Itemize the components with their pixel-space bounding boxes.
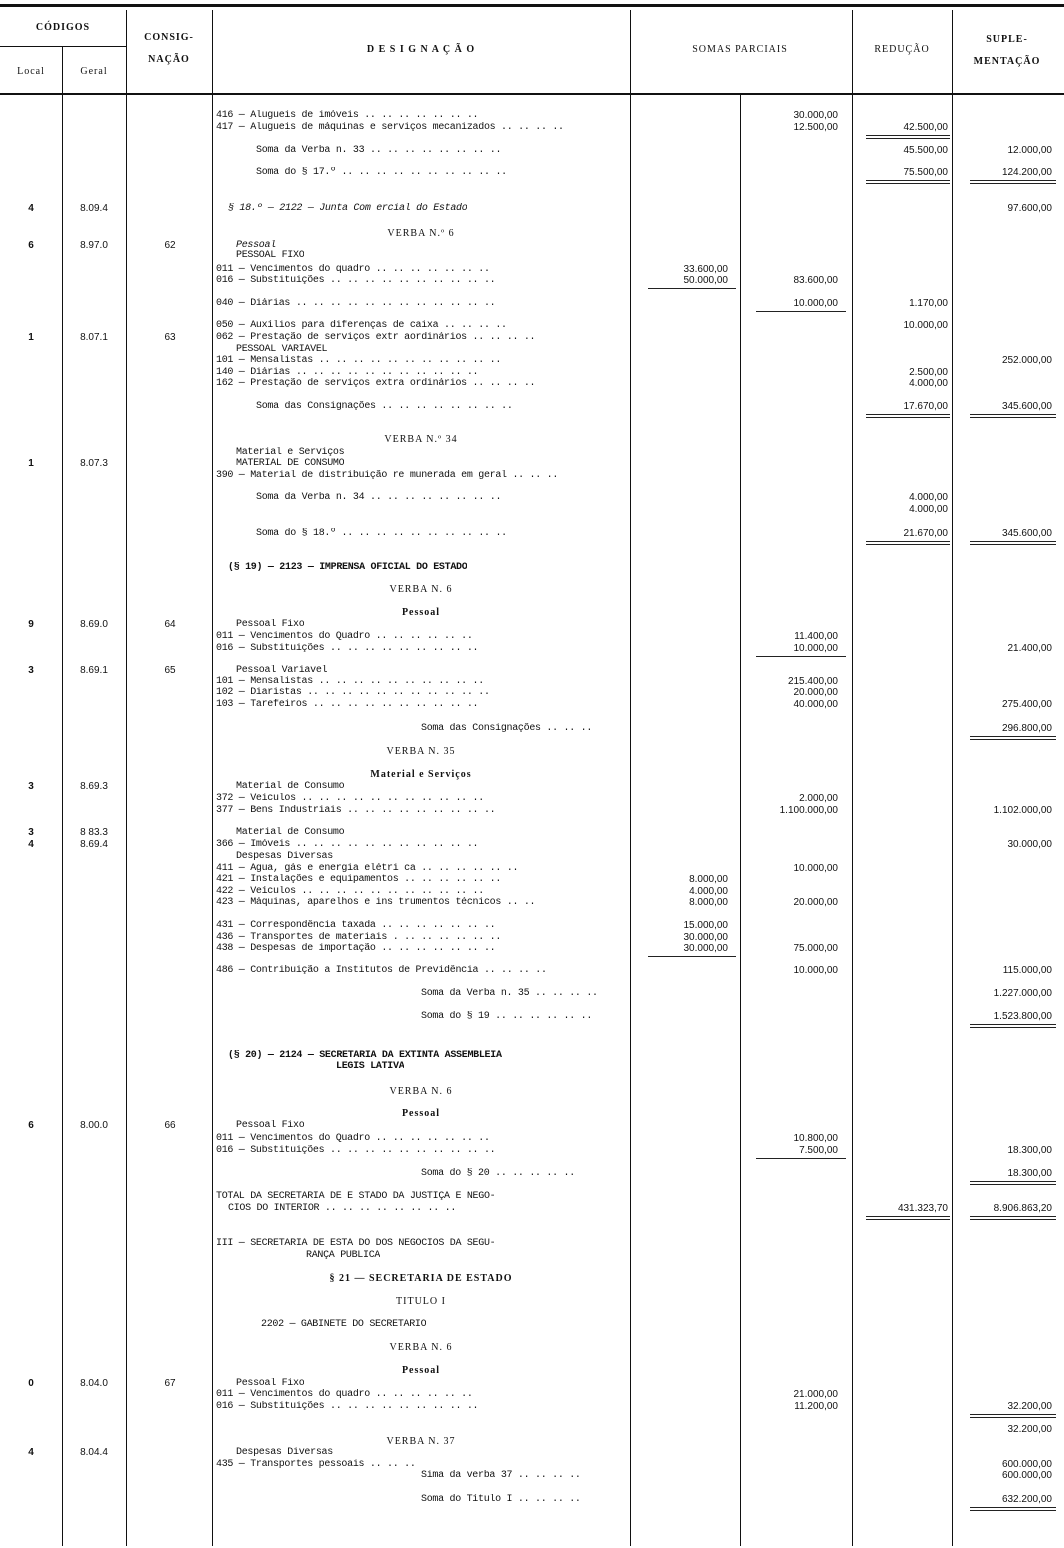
codigos-divider <box>0 46 126 47</box>
row-code-geral: 8.04.4 <box>80 1447 108 1458</box>
underline-suplementacao-2 <box>970 1417 1056 1418</box>
row-designacao: Soma do § 19 .. .. .. .. .. .. <box>421 1011 593 1022</box>
row-soma-parcial-2: 10.000,00 <box>793 863 838 874</box>
row-soma-parcial-2: 30.000,00 <box>793 110 838 121</box>
row-designacao: PESSOAL FIXO <box>236 250 305 261</box>
row-soma-parcial-2: 75.000,00 <box>793 943 838 954</box>
row-designacao: 438 — Despesas de importação .. .. .. .. .. .. .. <box>216 943 496 954</box>
row-designacao: III — SECRETARIA DE ESTA DO DOS NEGÓCIOS DA SEGU- <box>216 1238 496 1249</box>
header-geral: Geral <box>80 66 108 77</box>
header-suplementacao-2: MENTAÇÃO <box>973 56 1041 67</box>
row-reducao: 431.323,70 <box>897 1203 948 1214</box>
col-rule-consignacao <box>212 10 213 1546</box>
row-designacao: 016 — Substituições .. .. .. .. .. .. .. .. .. <box>216 643 479 654</box>
row-code-local: 6 <box>28 240 34 251</box>
row-soma-parcial-2: 10.000,00 <box>793 965 838 976</box>
row-designacao: 436 — Transportes de materiais . .. .. .. .. .. .. <box>216 932 502 943</box>
header-codigos: CÓDIGOS <box>35 22 91 33</box>
row-suplementacao: 600.000,00 <box>1001 1470 1052 1481</box>
underline-reducao <box>866 541 950 542</box>
row-designacao: TITULO I <box>396 1296 446 1307</box>
row-suplementacao: 12.000,00 <box>1007 145 1052 156</box>
row-designacao: VERBA N. 6 <box>389 1086 453 1097</box>
row-designacao: 101 — Mensalistas .. .. .. .. .. .. .. .. .. .. <box>216 676 484 687</box>
row-code-local: 1 <box>28 458 34 469</box>
row-designacao: Soma do § 20 .. .. .. .. .. <box>421 1168 575 1179</box>
row-designacao: 422 — Veículos .. .. .. .. .. .. .. .. .. .. .. <box>216 886 484 897</box>
underline-soma-parcial-2 <box>756 656 846 657</box>
row-designacao: (§ 20) — 2124 — SECRETARIA DA EXTINTA ASSEMBLEIA <box>228 1050 502 1061</box>
underline-suplementacao-2 <box>970 1510 1056 1511</box>
row-reducao: 10.000,00 <box>903 320 948 331</box>
row-designacao: 011 — Vencimentos do Quadro .. .. .. .. .. .. .. <box>216 1133 490 1144</box>
row-designacao: Soma das Consignações .. .. .. <box>421 723 593 734</box>
underline-reducao-2 <box>866 544 950 545</box>
row-soma-parcial-2: 20.000,00 <box>793 897 838 908</box>
row-designacao: 431 — Correspondência taxada .. .. .. .. .. .. .. <box>216 920 496 931</box>
underline-suplementacao-2 <box>970 417 1056 418</box>
row-soma-parcial-1: 8.000,00 <box>689 897 728 908</box>
row-reducao: 4.000,00 <box>909 378 948 389</box>
row-soma-parcial-2: 10.000,00 <box>793 298 838 309</box>
row-designacao: TOTAL DA SECRETARIA DE E STADO DA JUSTIÇA E NEGÓ- <box>216 1191 496 1202</box>
col-rule-designacao <box>630 10 631 1546</box>
row-designacao: 011 — Vencimentos do Quadro .. .. .. .. .. .. <box>216 631 473 642</box>
row-code-local: 4 <box>28 839 34 850</box>
underline-reducao-2 <box>866 1219 950 1220</box>
row-code-geral: 8.69.3 <box>80 781 108 792</box>
row-designacao: 040 — Diárias .. .. .. .. .. .. .. .. .. .. .. .. <box>216 298 496 309</box>
row-soma-parcial-1: 8.000,00 <box>689 874 728 885</box>
underline-suplementacao-2 <box>970 544 1056 545</box>
row-designacao: Material e Serviços <box>236 447 345 458</box>
row-code-geral: 8.69.4 <box>80 839 108 850</box>
underline-suplementacao <box>970 414 1056 415</box>
row-designacao: Material e Serviços <box>370 769 472 780</box>
row-designacao: Soma da Verba n. 34 .. .. .. .. .. .. .. .. <box>256 492 502 503</box>
row-designacao: LEGIS LATIVA <box>336 1061 405 1072</box>
row-code-local: 4 <box>28 1447 34 1458</box>
row-soma-parcial-2: 1.100.000,00 <box>779 805 838 816</box>
row-designacao: § 21 — SECRETARIA DE ESTADO <box>329 1273 513 1284</box>
row-designacao: 486 — Contribuição a Institutos de Previdência .. .. .. .. <box>216 965 547 976</box>
underline-suplementacao <box>970 180 1056 181</box>
underline-soma-parcial-2 <box>756 311 846 312</box>
row-suplementacao: 97.600,00 <box>1007 203 1052 214</box>
row-designacao: 011 — Vencimentos do quadro .. .. .. .. .. .. .. <box>216 264 490 275</box>
row-code-geral: 8.07.1 <box>80 332 108 343</box>
row-consignacao: 62 <box>164 240 176 251</box>
underline-reducao-2 <box>866 138 950 139</box>
row-consignacao: 67 <box>164 1378 176 1389</box>
row-soma-parcial-1: 30.000,00 <box>683 932 728 943</box>
row-suplementacao: 275.400,00 <box>1001 699 1052 710</box>
row-designacao: VERBA N.º 6 <box>387 228 455 239</box>
row-soma-parcial-2: 20.000,00 <box>793 687 838 698</box>
row-consignacao: 65 <box>164 665 176 676</box>
row-designacao: 062 — Prestação de serviços extr aordinários .. .. .. .. <box>216 332 536 343</box>
row-designacao: Pessoal <box>401 607 441 618</box>
underline-suplementacao <box>970 1414 1056 1415</box>
row-designacao: 366 — Imóveis .. .. .. .. .. .. .. .. .. .. .. <box>216 839 479 850</box>
row-designacao: VERBA N. 37 <box>386 1436 456 1447</box>
row-soma-parcial-1: 30.000,00 <box>683 943 728 954</box>
header-designacao: D E S I G N A Ç Ã O <box>366 44 476 55</box>
row-soma-parcial-2: 7.500,00 <box>799 1145 838 1156</box>
row-designacao: Soma do § 18.º .. .. .. .. .. .. .. .. .. .. <box>256 528 507 539</box>
row-code-local: 3 <box>28 781 34 792</box>
row-code-geral: 8.04.0 <box>80 1378 108 1389</box>
row-designacao: PESSOAL VARIAVEL <box>236 344 328 355</box>
row-designacao: 011 — Vencimentos do quadro .. .. .. .. .. .. <box>216 1389 473 1400</box>
header-local: Local <box>17 66 45 77</box>
underline-suplementacao <box>970 1216 1056 1217</box>
row-designacao: 435 — Transportes pessoais .. .. .. <box>216 1459 416 1470</box>
underline-suplementacao <box>970 1181 1056 1182</box>
row-designacao: Soma da Verba n. 35 .. .. .. .. <box>421 988 598 999</box>
row-designacao: 372 — Veiculos .. .. .. .. .. .. .. .. .. .. .. <box>216 793 484 804</box>
row-code-geral: 8.69.0 <box>80 619 108 630</box>
row-code-geral: 8.97.0 <box>80 240 108 251</box>
underline-soma-parcial-1 <box>648 288 736 289</box>
underline-reducao <box>866 1216 950 1217</box>
row-soma-parcial-2: 21.000,00 <box>793 1389 838 1400</box>
row-code-local: 3 <box>28 827 34 838</box>
row-suplementacao: 1.523.800,00 <box>993 1011 1052 1022</box>
row-soma-parcial-2: 10.800,00 <box>793 1133 838 1144</box>
row-designacao: Soma do § 17.º .. .. .. .. .. .. .. .. .. .. <box>256 167 507 178</box>
row-designacao: Pessoal Variavel <box>236 665 328 676</box>
row-reducao: 4.000,00 <box>909 492 948 503</box>
row-reducao: 17.670,00 <box>903 401 948 412</box>
row-designacao: 103 — Tarefeiros .. .. .. .. .. .. .. .. .. .. <box>216 699 479 710</box>
underline-reducao-2 <box>866 417 950 418</box>
row-designacao: 421 — Instalações e equipamentos .. .. .. .. .. .. <box>216 874 502 885</box>
row-code-geral: 8.07.3 <box>80 458 108 469</box>
row-designacao: Despesas Diversas <box>236 851 333 862</box>
row-designacao: 390 — Material de distribuição re munerada em geral .. .. .. <box>216 470 559 481</box>
row-code-local: 6 <box>28 1120 34 1131</box>
underline-suplementacao-2 <box>970 739 1056 740</box>
row-reducao: 4.000,00 <box>909 504 948 515</box>
row-suplementacao: 345.600,00 <box>1001 401 1052 412</box>
col-rule-geral <box>126 10 127 1546</box>
col-rule-somas-outer <box>852 10 853 1546</box>
row-suplementacao: 600.000,00 <box>1001 1459 1052 1470</box>
row-designacao: 411 — Água, gás e energia elétri ca .. .. .. .. .. .. <box>216 863 519 874</box>
underline-suplementacao <box>970 1024 1056 1025</box>
row-code-geral: 8.09.4 <box>80 203 108 214</box>
row-suplementacao: 30.000,00 <box>1007 839 1052 850</box>
row-suplementacao: 115.000,00 <box>1002 965 1052 976</box>
row-suplementacao: 1.227.000,00 <box>993 988 1052 999</box>
row-designacao: 102 — Diaristas .. .. .. .. .. .. .. .. .. .. .. <box>216 687 490 698</box>
row-designacao: Soma do Título I .. .. .. .. <box>421 1494 581 1505</box>
underline-suplementacao-2 <box>970 183 1056 184</box>
underline-suplementacao-2 <box>970 1184 1056 1185</box>
header-consignacao-1: CONSIG- <box>144 32 194 43</box>
row-designacao: 416 — Alugueis de imóveis .. .. .. .. .. .. .. <box>216 110 479 121</box>
underline-suplementacao <box>970 541 1056 542</box>
row-designacao: Pessoal <box>236 240 276 251</box>
row-designacao: 2202 — GABINETE DO SECRETARIO <box>261 1319 427 1330</box>
underline-reducao <box>866 180 950 181</box>
row-code-local: 3 <box>28 665 34 676</box>
row-code-local: 9 <box>28 619 34 630</box>
underline-soma-parcial-2 <box>756 1158 846 1159</box>
row-designacao: VERBA N. 6 <box>389 1342 453 1353</box>
row-reducao: 42.500,00 <box>903 122 948 133</box>
row-designacao: § 18.º — 2122 — Junta Com ercial do Estado <box>228 203 468 214</box>
row-designacao: VERBA N. 35 <box>386 746 456 757</box>
row-designacao: 016 — Substituições .. .. .. .. .. .. .. .. .. .. <box>216 275 496 286</box>
row-suplementacao: 32.200,00 <box>1007 1401 1052 1412</box>
row-reducao: 1.170,00 <box>909 298 948 309</box>
row-soma-parcial-2: 215.400,00 <box>787 676 838 687</box>
row-suplementacao: 632.200,00 <box>1001 1494 1052 1505</box>
row-suplementacao: 252.000,00 <box>1001 355 1052 366</box>
row-designacao: Material de Consumo <box>236 827 345 838</box>
row-consignacao: 63 <box>164 332 176 343</box>
row-consignacao: 66 <box>164 1120 176 1131</box>
underline-reducao <box>866 135 950 136</box>
row-designacao: Sima da verba 37 .. .. .. .. <box>421 1470 581 1481</box>
row-designacao: Pessoal Fixo <box>236 1120 305 1131</box>
row-designacao: 016 — Substituições .. .. .. .. .. .. .. .. .. .. <box>216 1145 496 1156</box>
row-code-geral: 8 83.3 <box>80 827 108 838</box>
underline-soma-parcial-1 <box>648 956 736 957</box>
underline-suplementacao <box>970 1507 1056 1508</box>
row-designacao: 140 — Diárias .. .. .. .. .. .. .. .. .. .. .. <box>216 367 479 378</box>
row-code-local: 1 <box>28 332 34 343</box>
row-code-local: 0 <box>28 1378 34 1389</box>
header-bottom-rule <box>0 93 1064 95</box>
row-designacao: Soma da Verba n. 33 .. .. .. .. .. .. .. .. <box>256 145 502 156</box>
row-designacao: VERBA N.º 34 <box>384 434 458 445</box>
row-designacao: MATERIAL DE CONSUMO <box>236 458 345 469</box>
row-soma-parcial-2: 12.500,00 <box>793 122 838 133</box>
row-designacao: (§ 19) — 2123 — IMPRENSA OFICIAL DO ESTADO <box>228 562 468 573</box>
row-consignacao: 64 <box>164 619 176 630</box>
row-soma-parcial-2: 10.000,00 <box>793 643 838 654</box>
row-suplementacao: 18.300,00 <box>1007 1145 1052 1156</box>
row-soma-parcial-1: 33.600,00 <box>683 264 728 275</box>
header-reducao: REDUÇÃO <box>874 44 930 55</box>
row-soma-parcial-2: 40.000,00 <box>793 699 838 710</box>
row-designacao: 016 — Substituições .. .. .. .. .. .. .. .. .. <box>216 1401 479 1412</box>
row-code-local: 4 <box>28 203 34 214</box>
row-designacao: 377 — Bens Industriais .. .. .. .. .. .. .. .. .. <box>216 805 496 816</box>
row-designacao: Material de Consumo <box>236 781 345 792</box>
underline-suplementacao-2 <box>970 1219 1056 1220</box>
row-designacao: 050 — Auxílios para diferenças de caixa .. .. .. .. <box>216 320 507 331</box>
row-designacao: 417 — Alugueis de máquinas e serviços mecanizados .. .. .. .. <box>216 122 564 133</box>
row-designacao: 101 — Mensalistas .. .. .. .. .. .. .. .. .. .. .. <box>216 355 502 366</box>
row-soma-parcial-1: 15.000,00 <box>683 920 728 931</box>
row-reducao: 21.670,00 <box>903 528 948 539</box>
row-reducao: 75.500,00 <box>903 167 948 178</box>
underline-reducao <box>866 414 950 415</box>
row-suplementacao: 345.600,00 <box>1001 528 1052 539</box>
header-suplementacao-1: SUPLE- <box>986 34 1028 45</box>
header-somas-parciais: SOMAS PARCIAIS <box>692 44 788 55</box>
header-consignacao-2: NAÇÃO <box>148 54 190 65</box>
row-suplementacao: 8.906.863,20 <box>993 1203 1052 1214</box>
underline-suplementacao <box>970 736 1056 737</box>
col-rule-somas <box>740 95 741 1546</box>
row-designacao: VERBA N. 6 <box>389 584 453 595</box>
underline-suplementacao-2 <box>970 1027 1056 1028</box>
top-rule <box>0 4 1064 7</box>
row-soma-parcial-2: 83.600,00 <box>793 275 838 286</box>
row-suplementacao: 21.400,00 <box>1007 643 1052 654</box>
row-reducao: 2.500,00 <box>909 367 948 378</box>
row-soma-parcial-2: 11.200,00 <box>794 1401 838 1412</box>
row-suplementacao: 18.300,00 <box>1007 1168 1052 1179</box>
row-reducao: 45.500,00 <box>903 145 948 156</box>
row-soma-parcial-1: 4.000,00 <box>689 886 728 897</box>
row-designacao: Pessoal <box>401 1365 441 1376</box>
row-designacao: Soma das Consignações .. .. .. .. .. .. .. .. <box>256 401 513 412</box>
col-rule-local <box>62 46 63 1546</box>
row-code-geral: 8.00.0 <box>80 1120 108 1131</box>
row-designacao: Pessoal <box>401 1108 441 1119</box>
row-code-geral: 8.69.1 <box>80 665 108 676</box>
row-designacao: CIOS DO INTERIOR .. .. .. .. .. .. .. .. <box>228 1203 457 1214</box>
row-designacao: 423 — Máquinas, aparelhos e ins trumentos técnicos .. .. <box>216 897 536 908</box>
row-designacao: 162 — Prestação de serviços extra ordinários .. .. .. .. <box>216 378 536 389</box>
underline-reducao-2 <box>866 183 950 184</box>
row-soma-parcial-2: 2.000,00 <box>799 793 838 804</box>
row-soma-parcial-1: 50.000,00 <box>683 275 728 286</box>
row-suplementacao: 1.102.000,00 <box>993 805 1052 816</box>
row-designacao: RANÇA PÚBLICA <box>306 1250 381 1261</box>
row-suplementacao: 32.200,00 <box>1007 1424 1052 1435</box>
row-suplementacao: 124.200,00 <box>1001 167 1052 178</box>
row-designacao: Pessoal Fixo <box>236 1378 305 1389</box>
row-designacao: Despesas Diversas <box>236 1447 333 1458</box>
row-designacao: Pessoal Fixo <box>236 619 305 630</box>
row-suplementacao: 296.800,00 <box>1001 723 1052 734</box>
col-rule-reducao <box>952 10 953 1546</box>
row-soma-parcial-2: 11.400,00 <box>794 631 838 642</box>
